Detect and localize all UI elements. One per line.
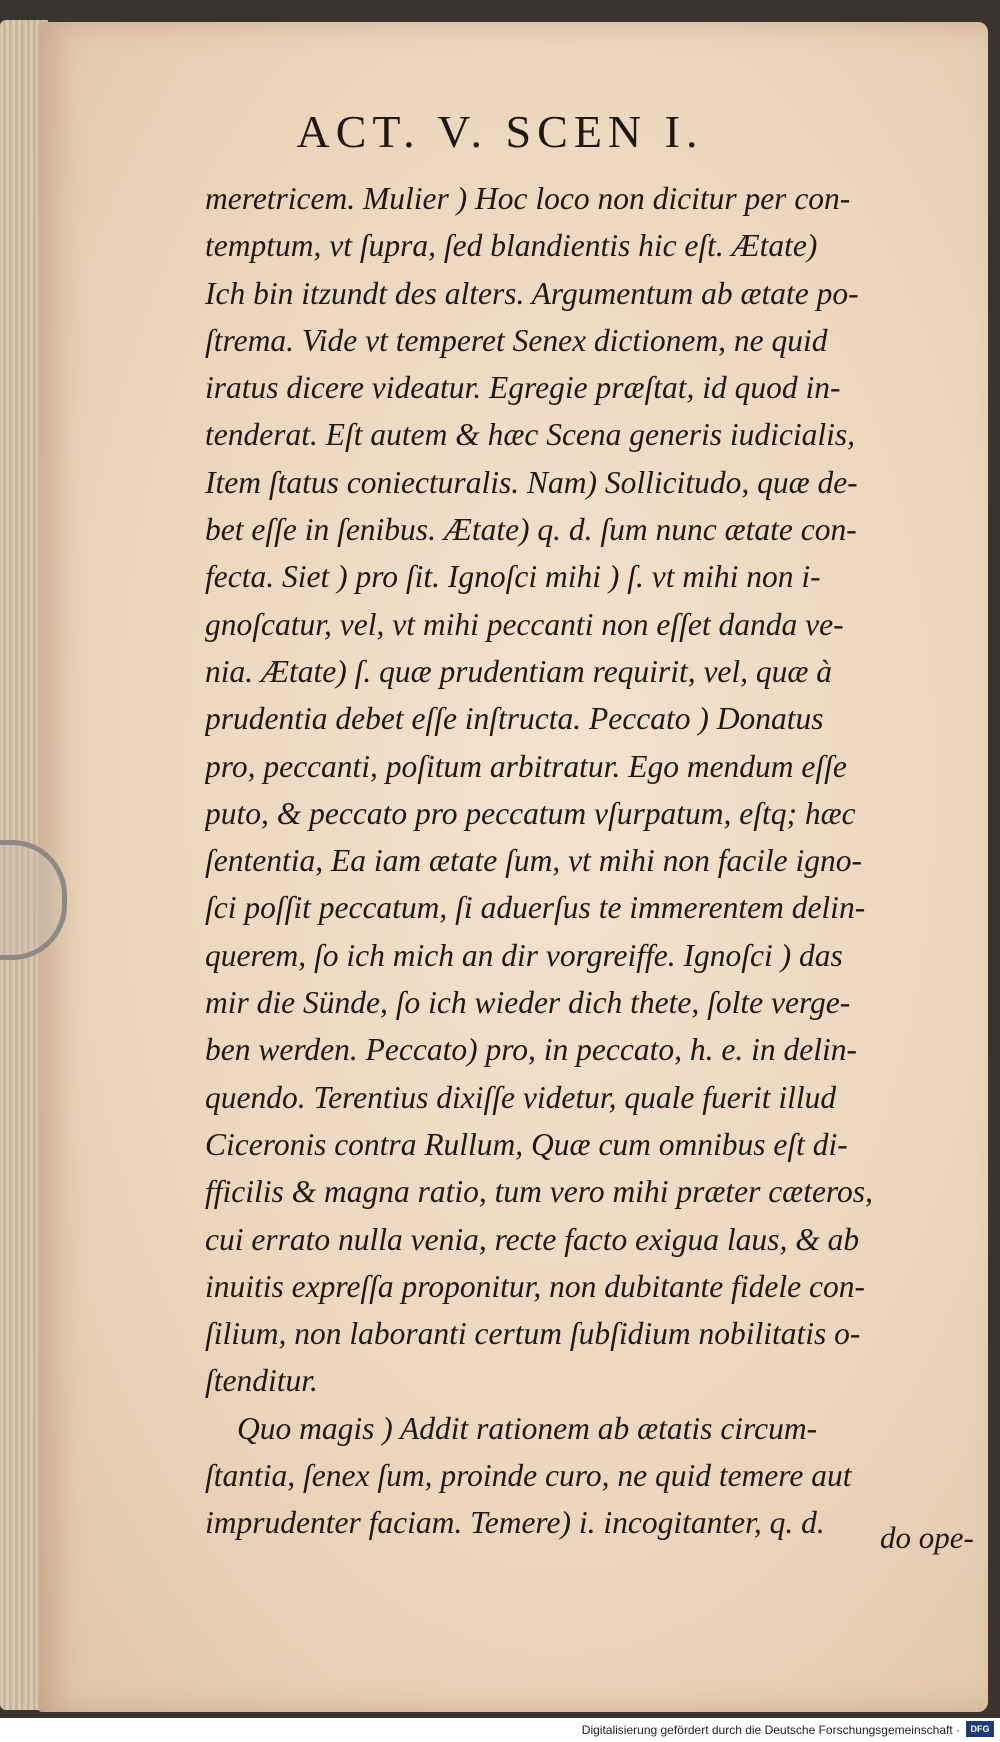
text-line: mir die Sünde, ſo ich wieder dich thete, ſolte verge- <box>205 985 851 1021</box>
text-line: cui errato nulla venia, recte facto exigua laus, & ab <box>205 1221 860 1257</box>
commentary-text <box>205 175 975 1547</box>
text-line: inuitis expreſſa proponitur, non dubitante fidele con- <box>205 1268 865 1304</box>
text-line-paragraph-start: Quo magis ) Addit rationem ab ætatis circum- <box>237 1410 818 1446</box>
text-line: fecta. Siet ) pro ſit. Ignoſci mihi ) ſ. vt mihi non i- <box>205 559 821 595</box>
text-line: ſci poſſit peccatum, ſi aduerſus te immerentem delin- <box>205 890 866 926</box>
running-header: ACT. V. SCEN I. <box>296 106 704 157</box>
text-line: Item ſtatus coniecturalis. Nam) Sollicitudo, quæ de- <box>205 464 858 500</box>
text-line: ſtenditur. <box>205 1363 318 1399</box>
text-line: ſententia, Ea iam ætate ſum, vt mihi non facile igno- <box>205 843 863 879</box>
text-line: quendo. Terentius dixiſſe videtur, quale fuerit illud <box>205 1079 837 1115</box>
text-line: Ciceronis contra Rullum, Quæ cum omnibus eſt di- <box>205 1126 848 1162</box>
text-line: ſtantia, ſenex ſum, proinde curo, ne quid temere aut <box>205 1458 852 1494</box>
text-line: tenderat. Eſt autem & hæc Scena generis iudicialis, <box>205 417 856 453</box>
footer-credit: Digitalisierung gefördert durch die Deutsche Forschungsgemeinschaft · <box>581 1723 960 1737</box>
text-line: meretricem. Mulier ) Hoc loco non dicitur per con- <box>205 181 851 216</box>
text-line: ben werden. Peccato) pro, in peccato, h. e. in delin- <box>205 1032 857 1068</box>
text-line: iratus dicere videatur. Egregie præſtat, id quod in- <box>205 370 841 406</box>
digitization-footer <box>0 1718 1000 1742</box>
catchword: do ope- <box>880 1520 974 1555</box>
text-line: imprudenter faciam. Temere) i. incogitanter, q. d. <box>205 1505 825 1541</box>
text-line: querem, ſo ich mich an dir vorgreiffe. Ignoſci ) das <box>205 937 843 973</box>
text-line: gnoſcatur, vel, vt mihi peccanti non eſſet danda ve- <box>205 606 844 642</box>
text-line: ſilium, non laboranti certum ſubſidium nobilitatis o- <box>205 1316 861 1352</box>
text-line: fficilis & magna ratio, tum vero mihi præter cæteros, <box>205 1174 873 1210</box>
text-line: pro, peccanti, poſitum arbitratur. Ego mendum eſſe <box>205 748 847 784</box>
text-line: ſtrema. Vide vt temperet Senex dictionem, ne quid <box>205 322 828 358</box>
text-line: bet eſſe in ſenibus. Ætate) q. d. ſum nunc ætate con- <box>205 512 857 548</box>
text-line: nia. Ætate) ſ. quæ prudentiam requirit, vel, quæ à <box>205 653 833 689</box>
text-line: puto, & peccato pro peccatum vſurpatum, eſtq; hæc <box>205 795 856 831</box>
text-line: Ich bin itzundt des alters. Argumentum ab ætate po- <box>205 275 859 311</box>
text-line: prudentia debet eſſe inſtructa. Peccato ) Donatus <box>205 701 824 737</box>
text-line: temptum, vt ſupra, ſed blandientis hic eſt. Ætate) <box>205 228 818 264</box>
dfg-logo: DFG <box>966 1721 994 1737</box>
